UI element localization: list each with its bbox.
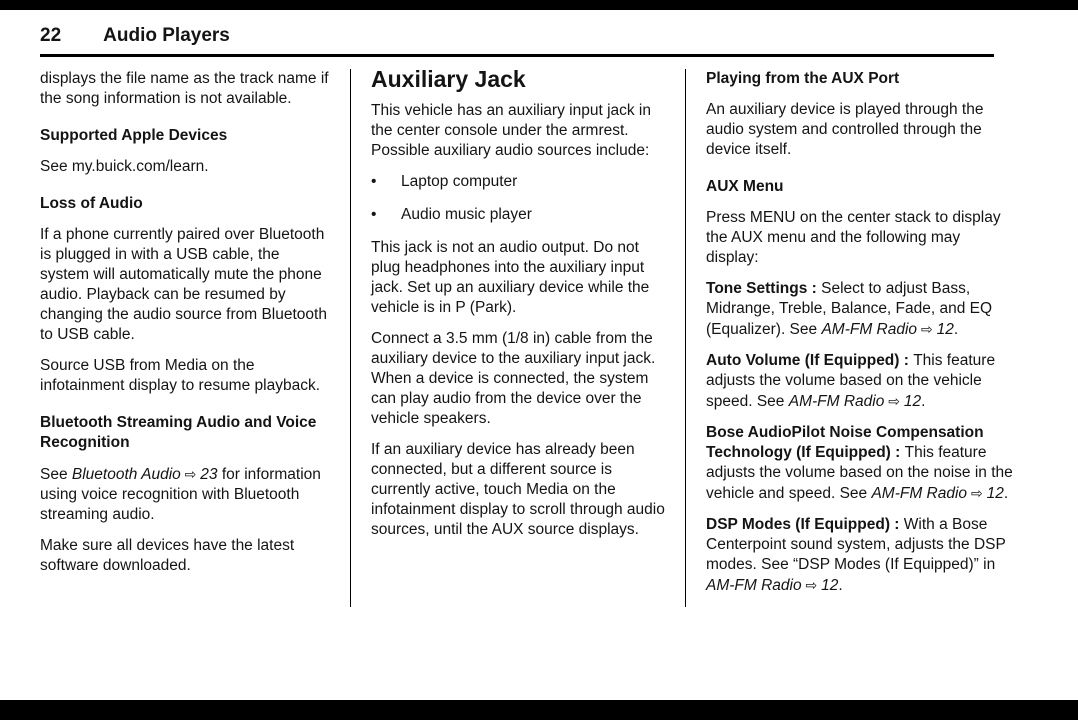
paragraph-auto-volume: [706, 351, 1016, 412]
paragraph: Make sure all devices have the latest software downloaded.: [40, 537, 295, 574]
text-run: Select to adjust Bass, Midrange, Treble, Balance, Fade, and EQ (Equalizer). See: [706, 280, 993, 338]
paragraph: If a phone currently paired over Bluetooth is plugged in with a USB cable, the system will automatically mute the phone audio. Playback can be resumed by changing the audio source from Bluetooth to USB cable.: [40, 226, 327, 343]
section-heading-bluetooth-streaming: Bluetooth Streaming Audio and Voice Recognition: [40, 414, 317, 451]
column-center: [350, 66, 686, 607]
paragraph: This vehicle has an auxiliary input jack in the center console under the armrest. Possible auxiliary audio sources include:: [371, 102, 651, 159]
cross-reference: Bluetooth Audio: [71, 466, 181, 483]
section-heading-aux-menu: AUX Menu: [706, 178, 784, 195]
paragraph-dsp-modes: [706, 515, 1016, 596]
paragraph: An auxiliary device is played through the audio system and controlled through the device itself.: [706, 101, 984, 158]
cross-reference-page: 12: [986, 485, 1004, 502]
cross-reference: AM-FM Radio: [706, 577, 802, 594]
cross-ref-arrow-icon: ⇨: [917, 321, 937, 337]
paragraph-bose-audiopilot: [706, 423, 1016, 504]
paragraph: This jack is not an audio output. Do not plug headphones into the auxiliary input jack. Set up an auxiliary device while the vehicle is in P (Park).: [371, 239, 650, 316]
paragraph-tone-settings: [706, 279, 1016, 340]
cross-ref-arrow-icon: ⇨: [884, 393, 904, 409]
paragraph: If an auxiliary device has already been connected, but a different source is currently active, touch Media on the infotainment display to scroll through audio sources, until the AUX source displays.: [371, 441, 665, 538]
list-item: [371, 205, 665, 225]
cross-ref-arrow-icon: ⇨: [180, 466, 201, 482]
cross-reference-page: 12: [936, 321, 954, 338]
text-run: This feature adjusts the volume based on the vehicle speed. See: [706, 352, 996, 410]
cross-reference-page: 12: [821, 577, 839, 594]
paragraph: displays the file name as the track name if the song information is not available.: [40, 70, 329, 107]
cross-reference: AM-FM Radio: [788, 393, 885, 410]
bullet-icon: •: [371, 173, 377, 190]
bottom-black-bar: [0, 700, 1078, 720]
run-in-label: Tone Settings :: [706, 280, 822, 297]
paragraph: Source USB from Media on the infotainment display to resume playback.: [40, 357, 321, 394]
section-heading-loss-of-audio: Loss of Audio: [40, 195, 143, 212]
top-black-bar: [0, 0, 1078, 10]
column-right: [686, 69, 1038, 607]
text-run: for information using voice recognition with Bluetooth streaming audio.: [40, 466, 321, 523]
text-run: This feature adjusts the volume based on the noise in the vehicle and speed. See: [706, 444, 1013, 502]
text-run: .: [838, 577, 843, 594]
paragraph: See my.buick.com/learn.: [40, 158, 209, 175]
run-in-label: Bose AudioPilot Noise Compensation Technology (If Equipped) :: [706, 424, 984, 461]
list-item: [371, 172, 665, 192]
article-title-auxiliary-jack: Auxiliary Jack: [371, 66, 526, 92]
section-heading-supported-apple-devices: Supported Apple Devices: [40, 127, 228, 144]
page-title: Audio Players: [103, 25, 230, 46]
cross-reference-page: 12: [903, 393, 922, 410]
text-run: .: [921, 393, 926, 410]
cross-reference: AM-FM Radio: [871, 485, 968, 502]
paragraph: Press MENU on the center stack to display the AUX menu and the following may display:: [706, 209, 1001, 266]
cross-reference: AM-FM Radio: [821, 321, 918, 338]
column-left: [40, 69, 350, 607]
run-in-label: DSP Modes (If Equipped) :: [706, 516, 904, 533]
bullet-icon: •: [371, 206, 377, 223]
paragraph: Connect a 3.5 mm (1/8 in) cable from the auxiliary device to the auxiliary input jack. When a device is connected, the system can play audio from the device over the vehicle speakers.: [371, 330, 656, 427]
content-columns: [0, 57, 1078, 607]
list-item-label: Laptop computer: [401, 173, 518, 190]
text-run: .: [1003, 485, 1009, 502]
text-run: With a Bose Centerpoint sound system, adjusts the DSP modes. See “DSP Modes (If Equipped)” in: [706, 516, 1006, 573]
cross-reference-page: 23: [200, 466, 218, 483]
list-item-label: Audio music player: [401, 206, 532, 223]
text-run: .: [953, 321, 959, 338]
page-number: 22: [40, 25, 62, 46]
paragraph: [40, 464, 330, 525]
text-run: See: [40, 466, 72, 483]
run-in-label: Auto Volume (If Equipped) :: [706, 352, 914, 369]
cross-ref-arrow-icon: ⇨: [967, 485, 987, 501]
section-heading-playing-from-aux: Playing from the AUX Port: [706, 70, 900, 87]
cross-ref-arrow-icon: ⇨: [801, 577, 822, 593]
